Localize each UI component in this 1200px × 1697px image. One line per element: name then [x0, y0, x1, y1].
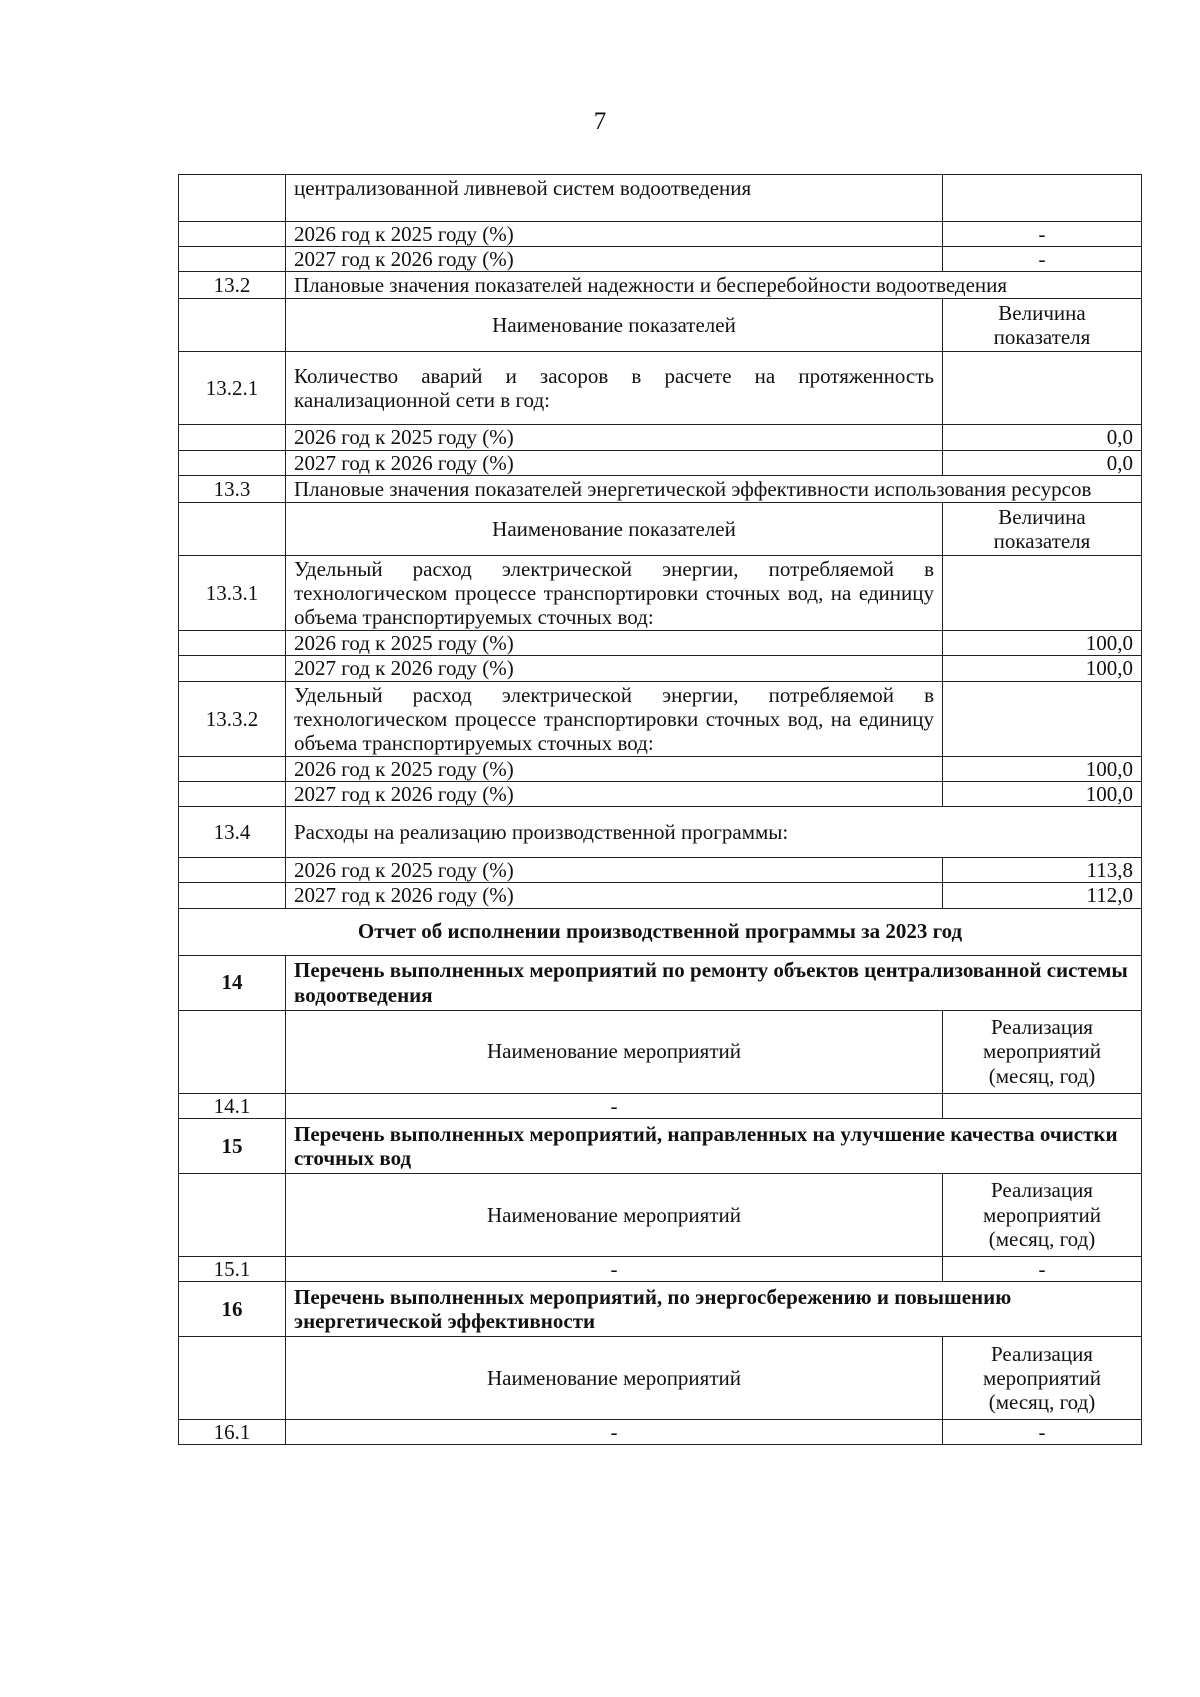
row-name: 2026 год к 2025 году (%) [286, 425, 943, 450]
header-row [179, 299, 1142, 352]
table-row [179, 1093, 1142, 1118]
section-title: Перечень выполненных мероприятий по ремонту объектов централизованной системы водоотведения [286, 955, 1142, 1010]
header-row [179, 1173, 1142, 1256]
item-number: 16.1 [179, 1419, 286, 1444]
row-name: 2026 год к 2025 году (%) [286, 756, 943, 781]
indicator-row [179, 352, 1142, 425]
table-row [179, 222, 1142, 247]
column-header-name: Наименование мероприятий [286, 1010, 943, 1093]
section-number: 15 [179, 1118, 286, 1173]
row-name: - [286, 1093, 943, 1118]
item-number: 15.1 [179, 1256, 286, 1281]
row-value: 0,0 [943, 450, 1142, 475]
row-value: 100,0 [943, 631, 1142, 656]
column-header-name: Наименование мероприятий [286, 1173, 943, 1256]
indicator-row [179, 681, 1142, 756]
row-name: 2027 год к 2026 году (%) [286, 450, 943, 475]
row-name: - [286, 1256, 943, 1281]
row-value: 100,0 [943, 656, 1142, 681]
indicator-text: Удельный расход электрической энергии, потребляемой в технологическом процессе транспортировки сточных вод, на единицу объема транспортируемых сточных вод: [286, 681, 943, 756]
section-number: 16 [179, 1281, 286, 1336]
section-row [179, 1118, 1142, 1173]
row-name: 2027 год к 2026 году (%) [286, 247, 943, 272]
section-number: 13.3 [179, 475, 286, 502]
table-row [179, 247, 1142, 272]
table-row [179, 883, 1142, 908]
row-value: - [943, 247, 1142, 272]
row-name: 2027 год к 2026 году (%) [286, 656, 943, 681]
indicator-number: 13.3.1 [179, 555, 286, 630]
header-row [179, 502, 1142, 555]
section-title: Плановые значения показателей энергетической эффективности использования ресурсов [286, 475, 1142, 502]
row-name: 2026 год к 2025 году (%) [286, 631, 943, 656]
column-header-name: Наименование показателей [286, 502, 943, 555]
indicator-number: 13.2.1 [179, 352, 286, 425]
row-name: 2027 год к 2026 году (%) [286, 883, 943, 908]
table-row [179, 782, 1142, 807]
section-row [179, 272, 1142, 299]
row-name: 2026 год к 2025 году (%) [286, 858, 943, 883]
table-row [179, 858, 1142, 883]
section-number: 14 [179, 955, 286, 1010]
column-header-name: Наименование показателей [286, 299, 943, 352]
row-name: централизованной ливневой систем водоотведения [286, 175, 943, 222]
column-header-value: Реализация мероприятий (месяц, год) [943, 1173, 1142, 1256]
row-name: 2026 год к 2025 году (%) [286, 222, 943, 247]
indicator-row [179, 555, 1142, 630]
row-value: - [943, 1419, 1142, 1444]
indicator-number: 13.4 [179, 807, 286, 858]
row-value: 0,0 [943, 425, 1142, 450]
table-row [179, 450, 1142, 475]
section-title: Перечень выполненных мероприятий, по энергосбережению и повышению энергетической эффективности [286, 1281, 1142, 1336]
row-value: - [943, 1256, 1142, 1281]
row-value: 100,0 [943, 756, 1142, 781]
row-value: 100,0 [943, 782, 1142, 807]
report-title-row [179, 908, 1142, 955]
item-number: 14.1 [179, 1093, 286, 1118]
indicator-text: Расходы на реализацию производственной программы: [286, 807, 1142, 858]
table-row [179, 631, 1142, 656]
column-header-value: Величина показателя [943, 299, 1142, 352]
table-row [179, 656, 1142, 681]
section-row [179, 1281, 1142, 1336]
table-row [179, 175, 1142, 222]
row-value [943, 1093, 1142, 1118]
indicators-table [178, 174, 1142, 1445]
section-row [179, 475, 1142, 502]
table-row [179, 425, 1142, 450]
indicator-number: 13.3.2 [179, 681, 286, 756]
column-header-value: Величина показателя [943, 502, 1142, 555]
indicator-row [179, 807, 1142, 858]
column-header-value: Реализация мероприятий (месяц, год) [943, 1010, 1142, 1093]
table-row [179, 1256, 1142, 1281]
report-title: Отчет об исполнении производственной программы за 2023 год [179, 908, 1142, 955]
header-row [179, 1010, 1142, 1093]
page-number: 7 [593, 108, 607, 135]
header-row [179, 1336, 1142, 1419]
indicator-text: Удельный расход электрической энергии, потребляемой в технологическом процессе транспортировки сточных вод, на единицу объема транспортируемых сточных вод: [286, 555, 943, 630]
row-value: - [943, 222, 1142, 247]
section-title: Перечень выполненных мероприятий, направленных на улучшение качества очистки сточных вод [286, 1118, 1142, 1173]
column-header-name: Наименование мероприятий [286, 1336, 943, 1419]
section-row [179, 955, 1142, 1010]
table-row [179, 1419, 1142, 1444]
row-value: 112,0 [943, 883, 1142, 908]
column-header-value: Реализация мероприятий (месяц, год) [943, 1336, 1142, 1419]
table-row [179, 756, 1142, 781]
section-title: Плановые значения показателей надежности и бесперебойности водоотведения [286, 272, 1142, 299]
indicator-text: Количество аварий и засоров в расчете на протяженность канализационной сети в год: [286, 352, 943, 425]
row-name: - [286, 1419, 943, 1444]
section-number: 13.2 [179, 272, 286, 299]
row-name: 2027 год к 2026 году (%) [286, 782, 943, 807]
row-value: 113,8 [943, 858, 1142, 883]
